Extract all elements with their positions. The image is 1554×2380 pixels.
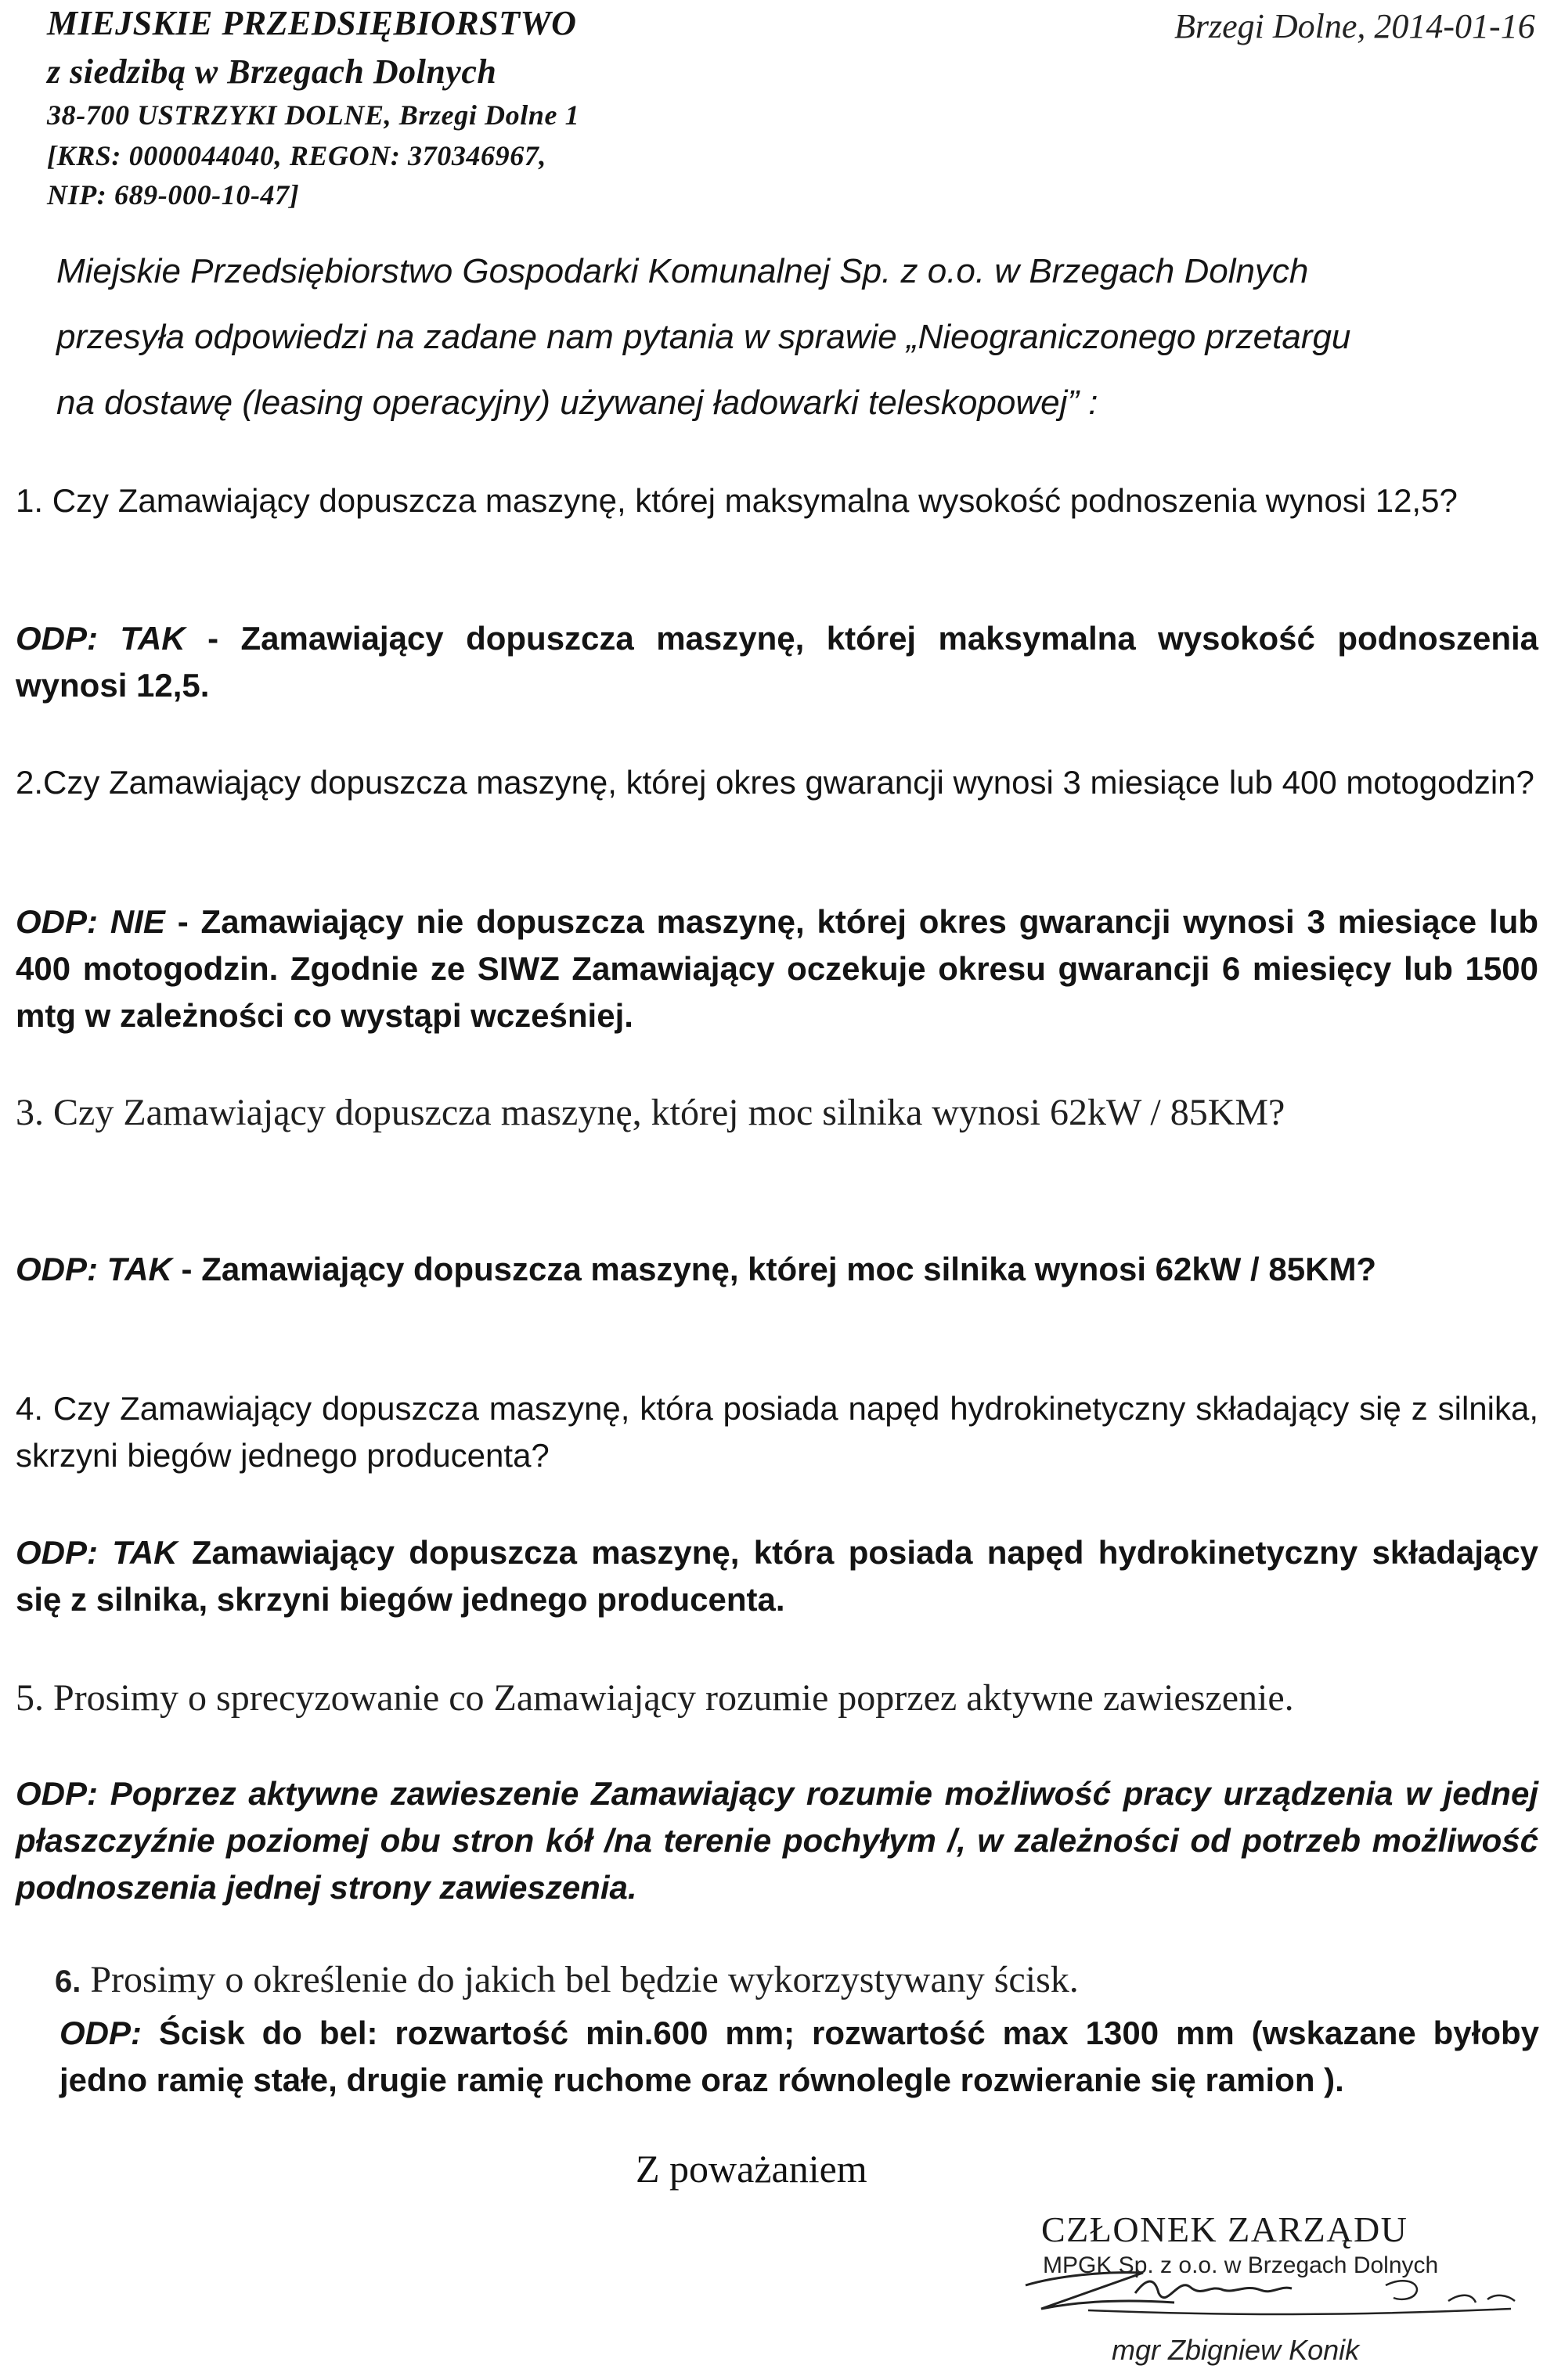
signatory-name: mgr Zbigniew Konik xyxy=(1112,2334,1360,2366)
question-6-number: 6. xyxy=(55,1964,81,1999)
company-address: 38-700 USTRZYKI DOLNE, Brzegi Dolne 1 xyxy=(47,99,580,131)
answer-6-text: Ścisk do bel: rozwartość min.600 mm; rozwartość max 1300 mm (wskazane byłoby jedno ramię stałe, drugie ramię ruchome oraz równolegle rozwieranie się ramion ). xyxy=(59,2015,1539,2098)
answer-4-text: Zamawiający dopuszcza maszynę, która posiada napęd hydrokinetyczny składający się z silnika, skrzyni biegów jednego producenta. xyxy=(16,1534,1538,1618)
board-title: CZŁONEK ZARZĄDU xyxy=(1041,2209,1408,2249)
question-5: 5. Prosimy o sprecyzowanie co Zamawiający rozumie poprzez aktywne zawieszenie. xyxy=(16,1677,1294,1719)
answer-1-text: - Zamawiający dopuszcza maszynę, której maksymalna wysokość podnoszenia wynosi 12,5. xyxy=(16,620,1539,704)
answer-4 xyxy=(16,1529,1538,1623)
answer-2-label: ODP: NIE xyxy=(16,903,165,940)
question-6-text: Prosimy o określenie do jakich bel będzie wykorzystywany ścisk. xyxy=(81,1959,1079,2000)
closing-regards: Z poważaniem xyxy=(636,2147,867,2191)
answer-4-label: ODP: TAK xyxy=(16,1534,178,1571)
answer-3-text: - Zamawiający dopuszcza maszynę, której moc silnika wynosi 62kW / 85KM? xyxy=(171,1251,1377,1287)
answer-1 xyxy=(16,615,1538,709)
company-stamp: MPGK Sp. z o.o. w Brzegach Dolnych xyxy=(1043,2252,1439,2278)
company-nip: NIP: 689-000-10-47] xyxy=(47,179,300,211)
question-1: 1. Czy Zamawiający dopuszcza maszynę, której maksymalna wysokość podnoszenia wynosi 12,5? xyxy=(16,482,1458,519)
question-6 xyxy=(55,1957,1079,2005)
intro-line-1: Miejskie Przedsiębiorstwo Gospodarki Komunalnej Sp. z o.o. w Brzegach Dolnych xyxy=(56,252,1309,290)
answer-1-label: ODP: TAK xyxy=(16,620,186,657)
answer-5 xyxy=(16,1770,1538,1911)
handwritten-signature xyxy=(1010,2254,1542,2340)
answer-3-label: ODP: TAK xyxy=(16,1251,172,1287)
question-2: 2.Czy Zamawiający dopuszcza maszynę, której okres gwarancji wynosi 3 miesiące lub 400 motogodzin? xyxy=(16,764,1534,801)
answer-2 xyxy=(16,898,1538,1039)
company-registry: [KRS: 0000044040, REGON: 370346967, xyxy=(47,140,547,171)
answer-5-label: ODP: xyxy=(16,1775,98,1812)
answer-6 xyxy=(59,2010,1539,2104)
answer-6-label: ODP: xyxy=(59,2015,142,2051)
question-3: 3. Czy Zamawiający dopuszcza maszynę, której moc silnika wynosi 62kW / 85KM? xyxy=(16,1092,1285,1133)
place-date: Brzegi Dolne, 2014-01-16 xyxy=(1174,7,1535,45)
question-4: 4. Czy Zamawiający dopuszcza maszynę, która posiada napęd hydrokinetyczny składający się z silnika, skrzyni biegów jednego producenta? xyxy=(16,1390,1538,1474)
intro-line-3: na dostawę (leasing operacyjny) używanej ładowarki teleskopowej” : xyxy=(56,383,1098,422)
intro-line-2: przesyła odpowiedzi na zadane nam pytania w sprawie „Nieograniczonego przetargu xyxy=(56,318,1351,356)
answer-3 xyxy=(16,1246,1538,1293)
answer-5-text: Poprzez aktywne zawieszenie Zamawiający rozumie możliwość pracy urządzenia w jednej płaszczyźnie poziomej obu stron kół /na terenie pochyłym /, w zależności od potrzeb możliwość podnoszenia jednej strony zawieszenia. xyxy=(16,1775,1538,1906)
answer-2-text: - Zamawiający nie dopuszcza maszynę, której okres gwarancji wynosi 3 miesiące lub 400 motogodzin. Zgodnie ze SIWZ Zamawiający oczekuje okresu gwarancji 6 miesięcy lub 1500 mtg w zależności co wystąpi wcześniej. xyxy=(16,903,1538,1034)
company-name: MIEJSKIE PRZEDSIĘBIORSTWO xyxy=(47,4,577,42)
company-seat: z siedzibą w Brzegach Dolnych xyxy=(47,52,497,91)
